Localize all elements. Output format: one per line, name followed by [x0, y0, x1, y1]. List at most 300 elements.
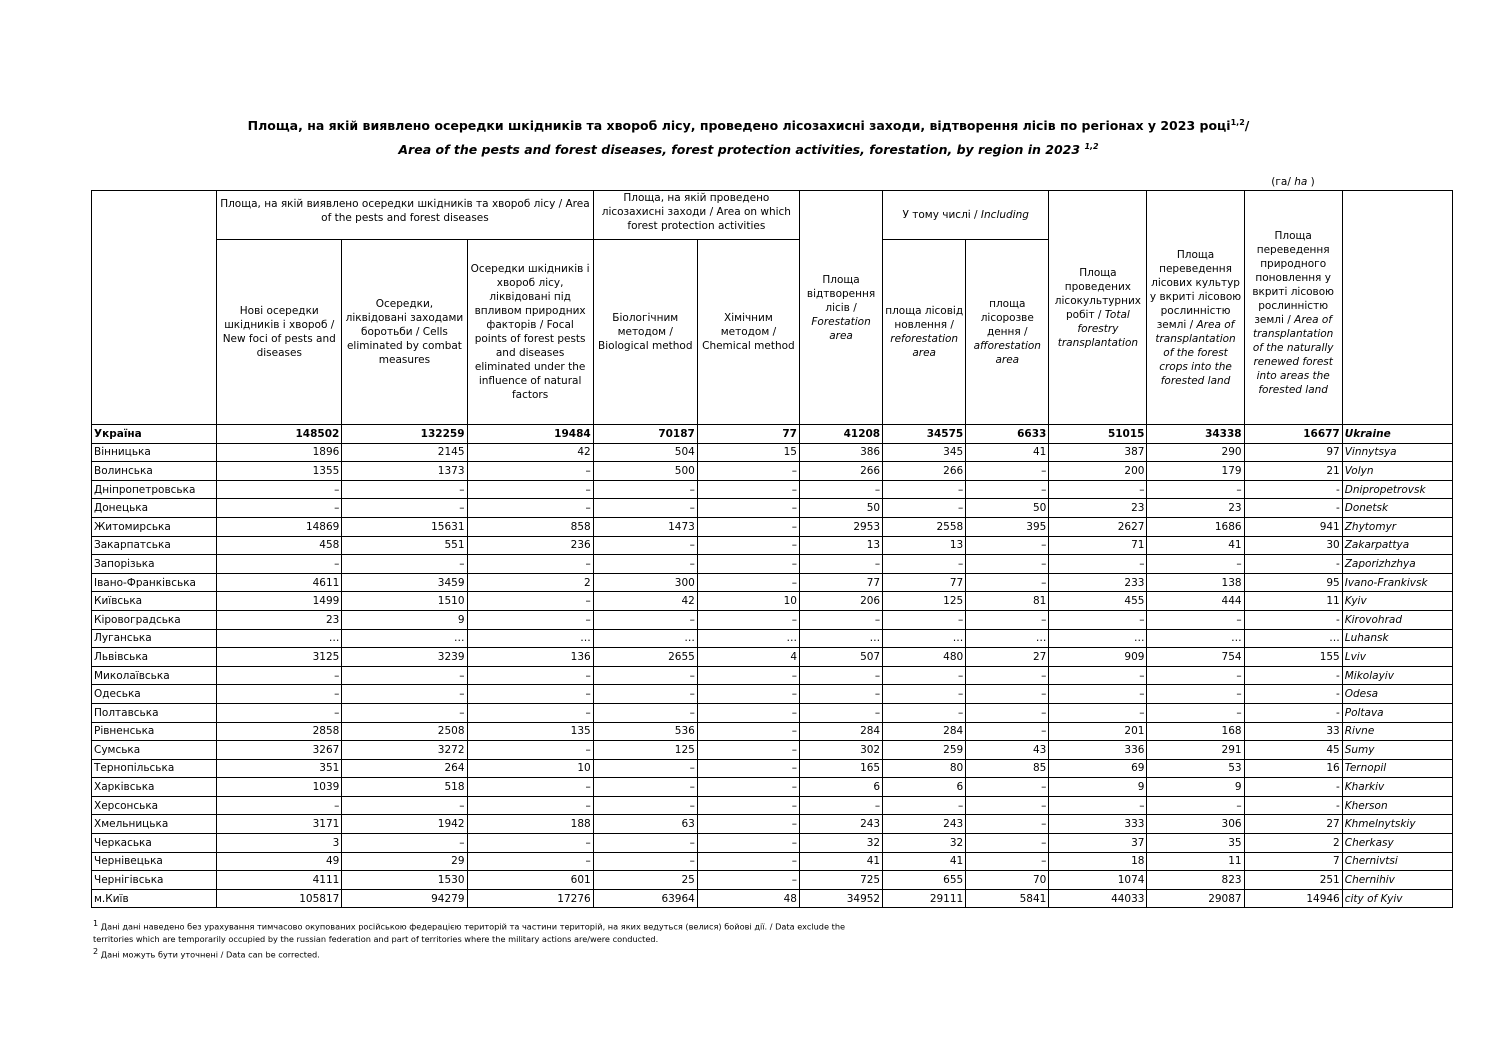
table-cell: – — [467, 852, 593, 871]
region-name-uk: Донецька — [92, 499, 217, 518]
region-name-en: Dnipropetrovsk — [1342, 480, 1452, 499]
table-cell: 23 — [1147, 499, 1244, 518]
table-cell: 135 — [467, 722, 593, 741]
header-cells-eliminated: Осередки, ліквідовані заходами боротьби / Cells eliminated by combat measures — [342, 240, 467, 425]
table-cell: 206 — [800, 592, 883, 611]
table-cell: – — [697, 499, 799, 518]
region-name-uk: Херсонська — [92, 796, 217, 815]
table-cell: - — [1244, 796, 1342, 815]
table-cell: 551 — [342, 536, 467, 555]
region-name-uk: Полтавська — [92, 703, 217, 722]
table-cell: 1039 — [217, 778, 342, 797]
table-row — [92, 666, 1453, 685]
table-cell: … — [697, 629, 799, 648]
table-cell: – — [1049, 796, 1147, 815]
table-cell: 725 — [800, 871, 883, 890]
table-cell: - — [1244, 499, 1342, 518]
table-cell: 259 — [883, 741, 966, 760]
table-cell: – — [593, 555, 697, 574]
table-cell: – — [593, 759, 697, 778]
table-cell: – — [966, 778, 1049, 797]
table-cell: – — [1049, 666, 1147, 685]
table-cell: 77 — [800, 573, 883, 592]
table-cell: 1373 — [342, 462, 467, 481]
table-cell: 13 — [800, 536, 883, 555]
table-cell: - — [1244, 666, 1342, 685]
table-cell: – — [697, 741, 799, 760]
table-cell: – — [800, 610, 883, 629]
table-cell: – — [697, 517, 799, 536]
table-cell: – — [697, 852, 799, 871]
table-cell: 15 — [697, 443, 799, 462]
region-name-uk: Рівненська — [92, 722, 217, 741]
table-cell: - — [1244, 610, 1342, 629]
region-name-en: Kharkiv — [1342, 778, 1452, 797]
table-cell: 291 — [1147, 741, 1244, 760]
table-cell: 21 — [1244, 462, 1342, 481]
table-cell: – — [593, 480, 697, 499]
table-cell: 85 — [966, 759, 1049, 778]
table-cell: – — [467, 610, 593, 629]
table-cell: – — [697, 536, 799, 555]
table-row — [92, 648, 1453, 667]
table-cell: 2858 — [217, 722, 342, 741]
table-cell: 37 — [1049, 834, 1147, 853]
table-cell: 23 — [217, 610, 342, 629]
table-cell: – — [342, 555, 467, 574]
table-cell: – — [593, 852, 697, 871]
header-afforestation: площа лісорозве дення / afforestation area — [966, 240, 1049, 425]
table-cell: 168 — [1147, 722, 1244, 741]
table-row — [92, 871, 1453, 890]
table-cell: … — [883, 629, 966, 648]
region-name-en: Ternopil — [1342, 759, 1452, 778]
table-cell: 455 — [1049, 592, 1147, 611]
table-row — [92, 629, 1453, 648]
table-cell: 6 — [800, 778, 883, 797]
table-cell: – — [217, 685, 342, 704]
table-row — [92, 462, 1453, 481]
table-cell: … — [342, 629, 467, 648]
table-cell: – — [1049, 685, 1147, 704]
table-cell: – — [593, 834, 697, 853]
header-biological: Біологічним методом / Biological method — [593, 240, 697, 425]
table-cell: 70 — [966, 871, 1049, 890]
table-cell: 1499 — [217, 592, 342, 611]
table-cell: 70187 — [593, 425, 697, 444]
table-row — [92, 796, 1453, 815]
table-cell: – — [966, 796, 1049, 815]
table-cell: 1896 — [217, 443, 342, 462]
table-cell: – — [467, 666, 593, 685]
table-row — [92, 815, 1453, 834]
table-cell: 458 — [217, 536, 342, 555]
table-cell: – — [1147, 610, 1244, 629]
table-cell: 41208 — [800, 425, 883, 444]
table-cell: – — [467, 592, 593, 611]
table-cell: 27 — [1244, 815, 1342, 834]
table-cell: – — [593, 778, 697, 797]
table-cell: 9 — [342, 610, 467, 629]
region-name-en: city of Kyiv — [1342, 889, 1452, 908]
table-cell: 16677 — [1244, 425, 1342, 444]
table-cell: 3239 — [342, 648, 467, 667]
table-cell: – — [966, 555, 1049, 574]
table-cell: 77 — [883, 573, 966, 592]
region-name-en: Chernihiv — [1342, 871, 1452, 890]
table-cell: 63 — [593, 815, 697, 834]
table-cell: – — [217, 499, 342, 518]
table-cell: 63964 — [593, 889, 697, 908]
table-cell: – — [883, 666, 966, 685]
table-cell: 94279 — [342, 889, 467, 908]
table-cell: – — [966, 610, 1049, 629]
table-cell: 754 — [1147, 648, 1244, 667]
region-name-en: Volyn — [1342, 462, 1452, 481]
table-cell: 49 — [217, 852, 342, 871]
table-cell: – — [593, 685, 697, 704]
table-cell: 306 — [1147, 815, 1244, 834]
table-cell: – — [467, 834, 593, 853]
table-cell: 655 — [883, 871, 966, 890]
table-cell: 302 — [800, 741, 883, 760]
table-cell: 284 — [883, 722, 966, 741]
table-cell: - — [1244, 703, 1342, 722]
table-cell: 29087 — [1147, 889, 1244, 908]
table-cell: 136 — [467, 648, 593, 667]
table-cell: 200 — [1049, 462, 1147, 481]
table-cell: 4611 — [217, 573, 342, 592]
table-cell: 3267 — [217, 741, 342, 760]
table-cell: 9 — [1147, 778, 1244, 797]
table-cell: – — [1147, 480, 1244, 499]
table-cell: 4111 — [217, 871, 342, 890]
data-table — [91, 190, 1453, 908]
table-cell: 50 — [800, 499, 883, 518]
table-cell: – — [966, 722, 1049, 741]
table-cell: – — [697, 555, 799, 574]
table-cell: 386 — [800, 443, 883, 462]
table-cell: – — [883, 499, 966, 518]
table-cell: 125 — [883, 592, 966, 611]
table-cell: 13 — [883, 536, 966, 555]
table-cell: – — [593, 796, 697, 815]
table-cell: – — [966, 703, 1049, 722]
region-name-uk: Черкаська — [92, 834, 217, 853]
table-cell: 34575 — [883, 425, 966, 444]
region-name-uk: Закарпатська — [92, 536, 217, 555]
region-name-uk: Україна — [92, 425, 217, 444]
table-cell: – — [697, 834, 799, 853]
table-cell: – — [593, 536, 697, 555]
table-cell: 266 — [800, 462, 883, 481]
table-cell: 71 — [1049, 536, 1147, 555]
table-cell: 41 — [800, 852, 883, 871]
table-cell: 69 — [1049, 759, 1147, 778]
table-cell: 507 — [800, 648, 883, 667]
table-cell: 11 — [1244, 592, 1342, 611]
region-name-en: Lviv — [1342, 648, 1452, 667]
table-cell: 6633 — [966, 425, 1049, 444]
table-row — [92, 834, 1453, 853]
table-cell: 909 — [1049, 648, 1147, 667]
region-name-en: Cherkasy — [1342, 834, 1452, 853]
table-row — [92, 480, 1453, 499]
table-cell: 45 — [1244, 741, 1342, 760]
table-cell: 2558 — [883, 517, 966, 536]
region-name-uk: Чернівецька — [92, 852, 217, 871]
table-row — [92, 889, 1453, 908]
table-cell: – — [697, 685, 799, 704]
table-cell: – — [467, 778, 593, 797]
table-cell: 7 — [1244, 852, 1342, 871]
table-cell: – — [800, 703, 883, 722]
table-cell: – — [217, 480, 342, 499]
table-cell: – — [467, 703, 593, 722]
table-cell: - — [1244, 685, 1342, 704]
table-cell: 536 — [593, 722, 697, 741]
table-cell: 333 — [1049, 815, 1147, 834]
region-name-en: Luhansk — [1342, 629, 1452, 648]
table-cell: 77 — [697, 425, 799, 444]
table-cell: 155 — [1244, 648, 1342, 667]
table-row — [92, 759, 1453, 778]
table-row — [92, 555, 1453, 574]
table-cell: – — [467, 796, 593, 815]
table-cell: – — [697, 796, 799, 815]
region-name-en: Zaporizhzhya — [1342, 555, 1452, 574]
table-cell: – — [697, 815, 799, 834]
table-cell: – — [697, 722, 799, 741]
table-cell: 823 — [1147, 871, 1244, 890]
table-cell: 18 — [1049, 852, 1147, 871]
footnote-2: $^2$ Дані можуть бути уточнені / Data can be corrected. — [93, 947, 320, 960]
table-cell: – — [467, 462, 593, 481]
table-cell: – — [1049, 480, 1147, 499]
table-row — [92, 741, 1453, 760]
table-cell: – — [217, 796, 342, 815]
table-cell: – — [1147, 703, 1244, 722]
table-cell: 858 — [467, 517, 593, 536]
table-row — [92, 778, 1453, 797]
table-cell: – — [883, 796, 966, 815]
region-name-en: Donetsk — [1342, 499, 1452, 518]
table-cell: 48 — [697, 889, 799, 908]
table-cell: … — [593, 629, 697, 648]
table-cell: – — [697, 666, 799, 685]
table-cell: 2145 — [342, 443, 467, 462]
table-cell: – — [593, 610, 697, 629]
table-cell: 27 — [966, 648, 1049, 667]
table-cell: 351 — [217, 759, 342, 778]
table-cell: 29111 — [883, 889, 966, 908]
header-including: У тому числі / Including — [883, 191, 1049, 240]
region-name-uk: Хмельницька — [92, 815, 217, 834]
table-row — [92, 722, 1453, 741]
table-cell: 97 — [1244, 443, 1342, 462]
table-cell: – — [593, 703, 697, 722]
table-cell: – — [1049, 555, 1147, 574]
header-transplant: Площа проведених лісокультурних робіт / Total forestry transplantation — [1049, 191, 1147, 425]
header-group-protection: Площа, на якій проведено лісозахисні заходи / Area on which forest protection activities — [593, 191, 799, 240]
table-cell: 201 — [1049, 722, 1147, 741]
table-cell: 941 — [1244, 517, 1342, 536]
header-focal-natural: Осередки шкідників і хвороб лісу, ліквідовані під впливом природних факторів / Focal points of forest pests and diseases eliminated under the influence of natural factors — [467, 240, 593, 425]
table-cell: 81 — [966, 592, 1049, 611]
region-name-en: Odesa — [1342, 685, 1452, 704]
page-title: Площа, на якій виявлено осередки шкідників та хвороб лісу, проведено лісозахисні заходи, відтворення лісів по регіонах у 2023 році$^{1,2}$/ — [247, 118, 1250, 134]
table-cell: 290 — [1147, 443, 1244, 462]
table-cell: 1510 — [342, 592, 467, 611]
region-name-uk: Тернопільська — [92, 759, 217, 778]
region-name-en: Kyiv — [1342, 592, 1452, 611]
table-cell: 336 — [1049, 741, 1147, 760]
region-name-en: Kherson — [1342, 796, 1452, 815]
table-cell: 179 — [1147, 462, 1244, 481]
table-cell: … — [1049, 629, 1147, 648]
table-row — [92, 592, 1453, 611]
table-cell: 34952 — [800, 889, 883, 908]
table-row — [92, 517, 1453, 536]
region-name-en: Poltava — [1342, 703, 1452, 722]
table-cell: 266 — [883, 462, 966, 481]
table-cell: 6 — [883, 778, 966, 797]
table-cell: 345 — [883, 443, 966, 462]
table-cell: – — [883, 610, 966, 629]
table-row — [92, 443, 1453, 462]
table-cell: 3459 — [342, 573, 467, 592]
table-cell: – — [966, 536, 1049, 555]
header-region-uk — [92, 191, 217, 425]
table-cell: 105817 — [217, 889, 342, 908]
table-cell: … — [1147, 629, 1244, 648]
table-cell: 14946 — [1244, 889, 1342, 908]
table-cell: – — [1147, 685, 1244, 704]
table-cell: … — [467, 629, 593, 648]
table-cell: 10 — [697, 592, 799, 611]
table-cell: 2 — [467, 573, 593, 592]
table-cell: 504 — [593, 443, 697, 462]
header-forestation: Площа відтворення лісів / Forestation area — [800, 191, 883, 425]
table-cell: – — [1147, 796, 1244, 815]
table-cell: 300 — [593, 573, 697, 592]
table-cell: 1686 — [1147, 517, 1244, 536]
table-cell: – — [697, 480, 799, 499]
header-reforestation: площа лісовід новлення / reforestation area — [883, 240, 966, 425]
table-cell: … — [800, 629, 883, 648]
table-cell: - — [1244, 778, 1342, 797]
region-name-en: Ivano-Frankivsk — [1342, 573, 1452, 592]
table-cell: 44033 — [1049, 889, 1147, 908]
table-cell: – — [1049, 610, 1147, 629]
table-cell: 284 — [800, 722, 883, 741]
region-name-en: Khmelnytskiy — [1342, 815, 1452, 834]
region-name-uk: Чернігівська — [92, 871, 217, 890]
table-cell: 3272 — [342, 741, 467, 760]
table-cell: 14869 — [217, 517, 342, 536]
header-new-foci: Нові осередки шкідників і хвороб / New foci of pests and diseases — [217, 240, 342, 425]
table-cell: 387 — [1049, 443, 1147, 462]
table-cell: 444 — [1147, 592, 1244, 611]
table-cell: 16 — [1244, 759, 1342, 778]
table-cell: – — [342, 685, 467, 704]
header-group-pests: Площа, на якій виявлено осередки шкідників та хвороб лісу / Area of the pests and forest diseases — [217, 191, 594, 240]
region-name-uk: Львівська — [92, 648, 217, 667]
region-name-uk: Запорізька — [92, 555, 217, 574]
region-name-en: Chernivtsi — [1342, 852, 1452, 871]
table-cell: 9 — [1049, 778, 1147, 797]
table-cell: 3171 — [217, 815, 342, 834]
table-cell: 1355 — [217, 462, 342, 481]
table-cell: 1530 — [342, 871, 467, 890]
table-cell: – — [1049, 703, 1147, 722]
table-cell: – — [342, 480, 467, 499]
table-cell: 29 — [342, 852, 467, 871]
table-cell: – — [966, 685, 1049, 704]
table-cell: 11 — [1147, 852, 1244, 871]
table-cell: - — [1244, 555, 1342, 574]
table-cell: – — [966, 666, 1049, 685]
table-cell: – — [697, 871, 799, 890]
region-name-en: Vinnytsya — [1342, 443, 1452, 462]
table-cell: – — [966, 573, 1049, 592]
region-name-uk: Одеська — [92, 685, 217, 704]
table-cell: – — [467, 555, 593, 574]
table-cell: … — [1244, 629, 1342, 648]
table-cell: – — [800, 685, 883, 704]
table-cell: – — [697, 610, 799, 629]
table-row — [92, 536, 1453, 555]
header-region-en — [1342, 191, 1452, 425]
table-cell: 17276 — [467, 889, 593, 908]
table-cell: – — [217, 555, 342, 574]
table-cell: … — [217, 629, 342, 648]
table-cell: … — [966, 629, 1049, 648]
region-name-uk: Волинська — [92, 462, 217, 481]
table-cell: – — [883, 685, 966, 704]
table-cell: 32 — [800, 834, 883, 853]
table-cell: – — [593, 666, 697, 685]
table-cell: 243 — [883, 815, 966, 834]
table-cell: 3 — [217, 834, 342, 853]
table-cell: – — [342, 499, 467, 518]
table-row — [92, 685, 1453, 704]
table-cell: 188 — [467, 815, 593, 834]
table-cell: – — [697, 778, 799, 797]
table-cell: 2508 — [342, 722, 467, 741]
table-cell: – — [1147, 666, 1244, 685]
table-cell: 601 — [467, 871, 593, 890]
region-name-uk: Миколаївська — [92, 666, 217, 685]
table-cell: – — [217, 703, 342, 722]
unit-label: (га/ ha ) — [1271, 176, 1315, 188]
table-row — [92, 852, 1453, 871]
table-cell: 25 — [593, 871, 697, 890]
table-cell: 51015 — [1049, 425, 1147, 444]
table-cell: 1942 — [342, 815, 467, 834]
footnote-1: $^1$ Дані дані наведено без урахування тимчасово окупованих російською федерацією територій та частини територій, на яких ведуться (велися) бойові дії. / Data exclude the territories which are temporarily occupied by the russian federation and part of territories where the military actions are/were conducted. — [93, 919, 846, 944]
table-cell: – — [342, 796, 467, 815]
table-cell: – — [800, 555, 883, 574]
table-cell: 53 — [1147, 759, 1244, 778]
header-crops: Площа переведення лісових культур у вкриті лісовою рослинністю землі / Area of transplantation of the forest crops into the forested land — [1147, 191, 1244, 425]
table-cell: – — [467, 685, 593, 704]
table-cell: – — [800, 480, 883, 499]
table-cell: 42 — [467, 443, 593, 462]
region-name-en: Mikolayiv — [1342, 666, 1452, 685]
table-cell: 125 — [593, 741, 697, 760]
table-cell: – — [800, 796, 883, 815]
